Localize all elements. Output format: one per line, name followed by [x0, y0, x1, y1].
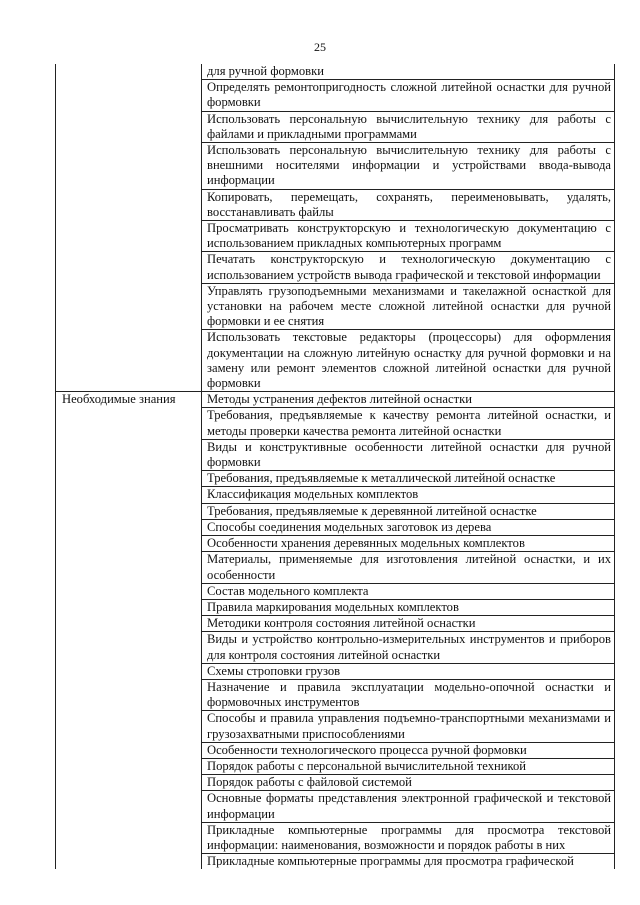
label-cell-skills [56, 64, 202, 80]
skill-item: Управлять грузоподъемными механизмами и такелажной оснасткой для установки на рабочем месте сложной литейной оснастки для ручной формовки и ее снятия [202, 283, 615, 330]
knowledge-item: Требования, предъявляемые к деревянной литейной оснастке [202, 503, 615, 519]
page-number: 25 [314, 40, 326, 54]
knowledge-item: Схемы строповки грузов [202, 663, 615, 679]
skill-item: Определять ремонтопригодность сложной литейной оснастки для ручной формовки [202, 80, 615, 111]
knowledge-item: Особенности хранения деревянных модельных комплектов [202, 536, 615, 552]
knowledge-item: Назначение и правила эксплуатации модельно-опочной оснастки и формовочных инструментов [202, 679, 615, 710]
knowledge-item: Методики контроля состояния литейной оснастки [202, 616, 615, 632]
knowledge-item: Классификация модельных комплектов [202, 487, 615, 503]
knowledge-item: Способы и правила управления подъемно-транспортными механизмами и грузозахватными приспособлениями [202, 711, 615, 742]
knowledge-item: Материалы, применяемые для изготовления литейной оснастки, и их особенности [202, 552, 615, 583]
skill-item: Использовать персональную вычислительную технику для работы с внешними носителями информации и устройствами ввода-вывода информации [202, 143, 615, 190]
knowledge-item: Правила маркирования модельных комплектов [202, 599, 615, 615]
knowledge-item: Состав модельного комплекта [202, 583, 615, 599]
knowledge-item: Особенности технологического процесса ручной формовки [202, 742, 615, 758]
skill-item: Использовать персональную вычислительную технику для работы с файлами и прикладными программами [202, 111, 615, 142]
knowledge-item: Прикладные компьютерные программы для просмотра текстовой информации: наименования, возможности и порядок работы в них [202, 822, 615, 853]
knowledge-item: Способы соединения модельных заготовок из дерева [202, 519, 615, 535]
knowledge-item: Порядок работы с персональной вычислительной техникой [202, 758, 615, 774]
knowledge-item: Требования, предъявляемые к качеству ремонта литейной оснастки, и методы проверки качества ремонта литейной оснастки [202, 408, 615, 439]
skill-item: для ручной формовки [202, 64, 615, 80]
knowledge-item: Методы устранения дефектов литейной оснастки [202, 392, 615, 408]
knowledge-item: Основные форматы представления электронной графической и текстовой информации [202, 791, 615, 822]
knowledge-item: Прикладные компьютерные программы для просмотра графической [202, 854, 615, 870]
knowledge-item: Порядок работы с файловой системой [202, 775, 615, 791]
skill-item: Просматривать конструкторскую и технологическую документацию с использованием прикладных компьютерных программ [202, 221, 615, 252]
knowledge-item: Требования, предъявляемые к металлической литейной оснастке [202, 471, 615, 487]
knowledge-item: Виды и устройство контрольно-измерительных инструментов и приборов для контроля состояния литейной оснастки [202, 632, 615, 663]
knowledge-label: Необходимые знания [56, 392, 202, 408]
skill-item: Копировать, перемещать, сохранять, переименовывать, удалять, восстанавливать файлы [202, 189, 615, 220]
skill-item: Печатать конструкторскую и технологическую документацию с использованием устройств вывода графической и текстовой информации [202, 252, 615, 283]
knowledge-item: Виды и конструктивные особенности литейной оснастки для ручной формовки [202, 439, 615, 470]
skill-item: Использовать текстовые редакторы (процессоры) для оформления документации на сложную литейную оснастку для ручной формовки и на замену или ремонт элементов сложной литейной оснастки для ручной формовки [202, 330, 615, 392]
qualification-table [55, 64, 615, 869]
